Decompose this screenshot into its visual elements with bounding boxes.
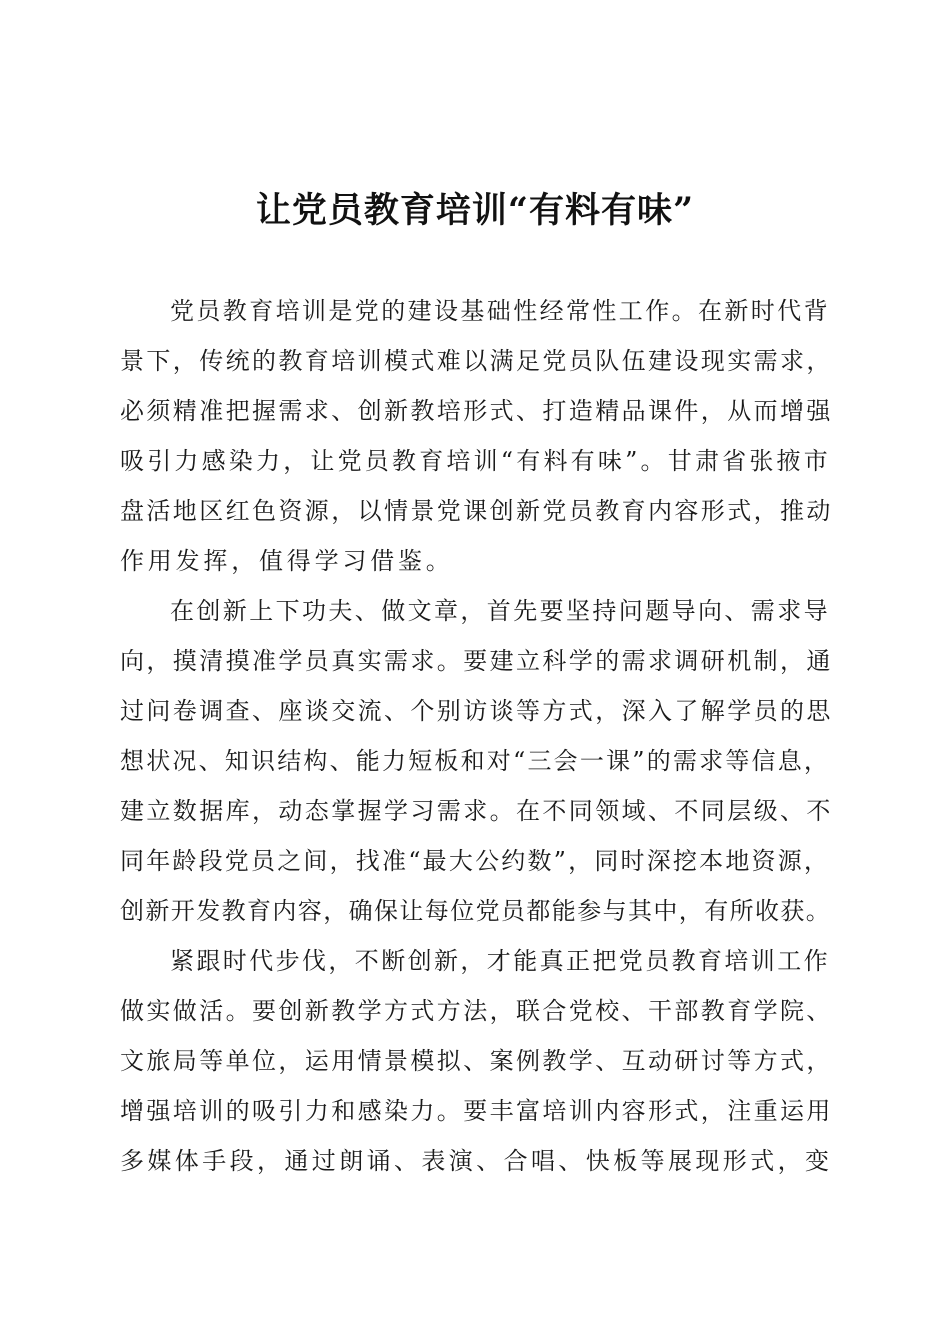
document-title: 让党员教育培训“有料有味” [255,190,695,231]
paragraph-3-line-1: 紧跟时代步伐，不断创新，才能真正把党员教育培训工作 [170,947,830,975]
paragraph-2-line-6: 同年龄段党员之间，找准“最大公约数”，同时深挖本地资源， [120,847,831,875]
paragraph-1-line-1: 党员教育培训是党的建设基础性经常性工作。在新时代背 [170,297,830,325]
paragraph-1-line-6: 作用发挥，值得学习借鉴。 [120,547,454,575]
paragraph-1-line-2: 景下，传统的教育培训模式难以满足党员队伍建设现实需求， [120,347,833,375]
paragraph-3-line-2: 做实做活。要创新教学方式方法，联合党校、干部教育学院、 [120,997,833,1025]
paragraph-1-line-4: 吸引力感染力，让党员教育培训“有料有味”。甘肃省张掖市 [120,447,831,475]
paragraph-3-line-5: 多媒体手段，通过朗诵、表演、合唱、快板等展现形式，变 [120,1147,833,1175]
paragraph-2-line-1: 在创新上下功夫、做文章，首先要坚持问题导向、需求导 [170,597,830,625]
paragraph-3-line-4: 增强培训的吸引力和感染力。要丰富培训内容形式，注重运用 [120,1097,833,1125]
paragraph-2-line-2: 向，摸清摸准学员真实需求。要建立科学的需求调研机制，通 [120,647,833,675]
paragraph-2-line-5: 建立数据库，动态掌握学习需求。在不同领域、不同层级、不 [120,797,833,825]
paragraph-3-line-3: 文旅局等单位，运用情景模拟、案例教学、互动研讨等方式， [120,1047,833,1075]
paragraph-2-line-7: 创新开发教育内容，确保让每位党员都能参与其中，有所收获。 [120,897,832,925]
paragraph-2-line-4: 想状况、知识结构、能力短板和对“三会一课”的需求等信息， [120,747,831,775]
paragraph-1-line-3: 必须精准把握需求、创新教培形式、打造精品课件，从而增强 [120,397,833,425]
paragraph-2-line-3: 过问卷调查、座谈交流、个别访谈等方式，深入了解学员的思 [120,697,833,725]
paragraph-1-line-5: 盘活地区红色资源，以情景党课创新党员教育内容形式，推动 [120,497,833,525]
